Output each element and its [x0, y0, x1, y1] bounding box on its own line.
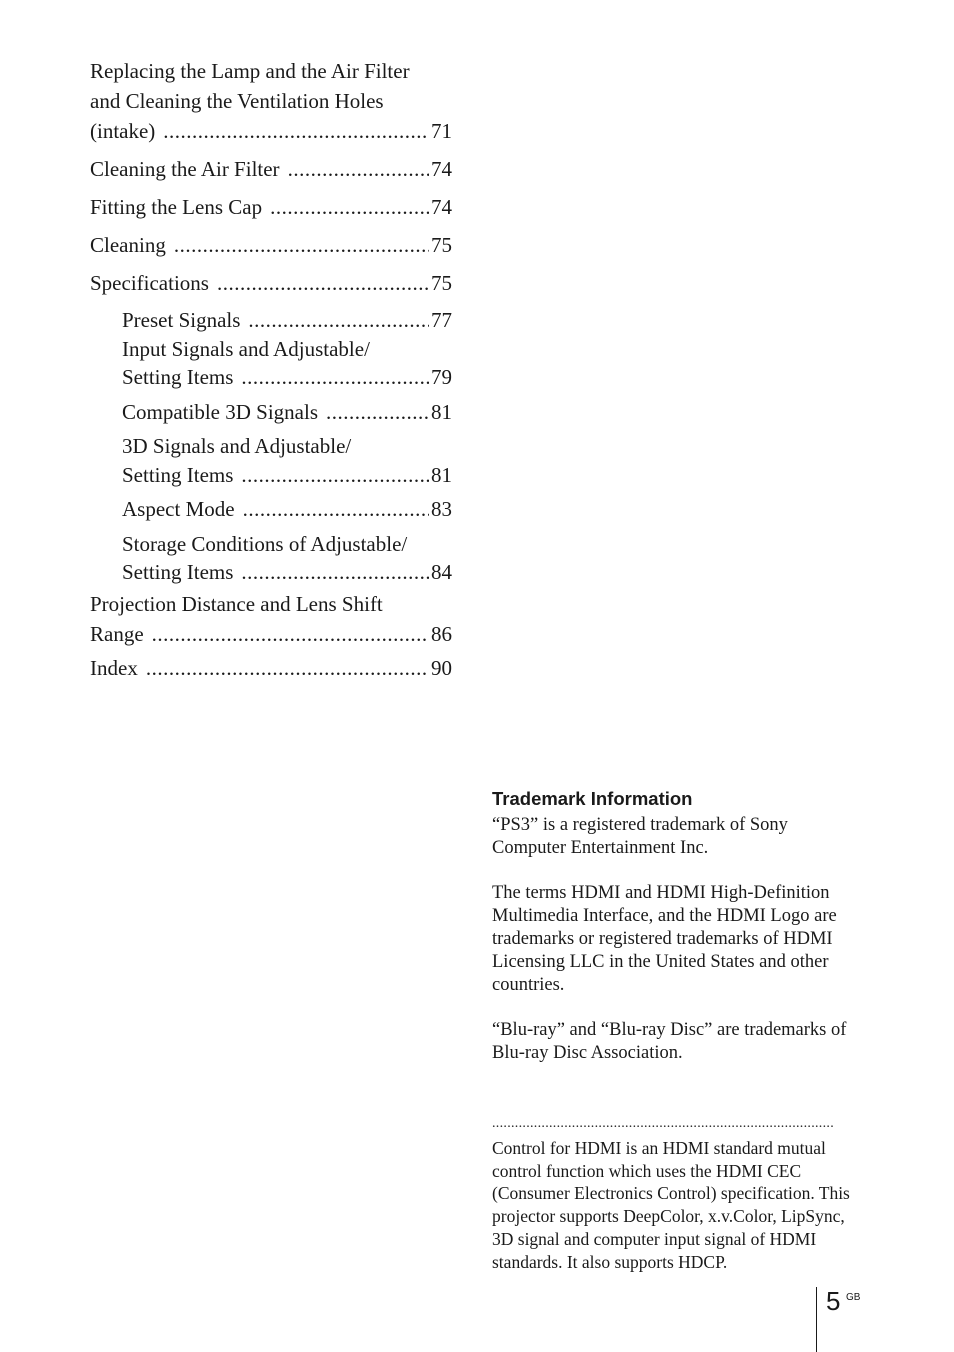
- toc-leader-dots: [241, 558, 429, 587]
- toc-entry-replacing-lamp[interactable]: [90, 56, 452, 146]
- toc-leader-dots: [174, 230, 429, 260]
- toc-entry-preset-signals[interactable]: [90, 306, 452, 335]
- trademark-heading: Trademark Information: [492, 788, 693, 809]
- toc-entry-text: (intake): [90, 119, 156, 143]
- toc-entry-projection-distance[interactable]: [90, 589, 452, 649]
- toc-entry-text: Aspect Mode: [122, 497, 235, 521]
- toc-leader-dots: [146, 653, 429, 683]
- toc-leader-dots: [270, 192, 429, 222]
- toc-page-number: 81: [431, 462, 452, 487]
- toc-entry-text: Cleaning the Air Filter: [90, 157, 280, 181]
- toc-entry-text: and Cleaning the Ventilation Holes: [90, 89, 384, 113]
- toc-page-number: 74: [431, 195, 452, 219]
- page-number: 5: [826, 1286, 841, 1316]
- hdmi-control-note: Control for HDMI is an HDMI standard mutual control function which uses the HDMI CEC (Consumer Electronics Control) specification. This projector supports DeepColor, x.v.Color, LipSync, 3D signal and computer input signal of HDMI standards. It also supports HDCP.: [492, 1137, 850, 1272]
- toc-entry-text: Specifications: [90, 271, 209, 295]
- toc-leader-dots: [241, 363, 429, 392]
- toc-page-number: 83: [431, 497, 452, 521]
- toc-entry-text: Projection Distance and Lens Shift: [90, 591, 383, 616]
- toc-page-number: 71: [431, 119, 452, 143]
- trademark-paragraph: “PS3” is a registered trademark of Sony Computer Entertainment Inc.: [492, 815, 788, 858]
- toc-page-number: 90: [431, 655, 452, 680]
- toc-entry-text: Range: [90, 621, 144, 646]
- toc-entry-text: Replacing the Lamp and the Air Filter: [90, 59, 410, 83]
- toc-leader-dots: [326, 398, 429, 427]
- toc-page-number: 74: [431, 157, 452, 181]
- toc-entry-3d-signals[interactable]: [90, 432, 452, 489]
- toc-entry-text: Preset Signals: [122, 308, 241, 332]
- toc-entry-text: 3D Signals and Adjustable/: [122, 434, 352, 458]
- toc-leader-dots: [288, 154, 429, 184]
- toc-page-number: 77: [431, 308, 452, 332]
- trademark-paragraph: The terms HDMI and HDMI High-Definition Multimedia Interface, and the HDMI Logo are trademarks or registered trademarks of HDMI Licensing LLC in the United States and other countries.: [492, 883, 837, 995]
- toc-leader-dots: [241, 461, 429, 490]
- toc-entry-fitting-lens-cap[interactable]: [90, 192, 452, 222]
- toc-leader-dots: [163, 116, 429, 146]
- trademark-section: [492, 787, 862, 1274]
- toc-leader-dots: [152, 619, 429, 649]
- toc-entry-text: Cleaning: [90, 233, 166, 257]
- toc-page-number: 84: [431, 560, 452, 584]
- toc-leader-dots: [217, 268, 429, 298]
- toc-entry-specifications[interactable]: [90, 268, 452, 298]
- toc-entry-text: Index: [90, 655, 138, 680]
- toc-page-number: 75: [431, 271, 452, 295]
- toc-page-number: 79: [431, 365, 452, 389]
- toc-page-number: 81: [431, 399, 452, 424]
- page-margin-rule: [816, 1287, 817, 1352]
- toc-entry-aspect-mode[interactable]: [90, 495, 452, 524]
- toc-entry-storage-conditions[interactable]: [90, 530, 452, 587]
- dotted-separator: ..........................................................................................: [492, 1116, 834, 1131]
- toc-entry-compatible-3d-signals[interactable]: [90, 398, 452, 427]
- toc-leader-dots: [243, 495, 429, 524]
- toc-entry-text: Compatible 3D Signals: [122, 399, 318, 424]
- toc-entry-cleaning[interactable]: [90, 230, 452, 260]
- table-of-contents: [90, 56, 452, 683]
- page-language-code: GB: [846, 1292, 861, 1303]
- toc-entry-cleaning-air-filter[interactable]: [90, 154, 452, 184]
- trademark-paragraph: “Blu-ray” and “Blu-ray Disc” are trademarks of Blu-ray Disc Association.: [492, 1020, 847, 1063]
- toc-entry-text: Fitting the Lens Cap: [90, 195, 263, 219]
- toc-leader-dots: [248, 306, 429, 335]
- toc-entry-text: Storage Conditions of Adjustable/: [122, 531, 408, 556]
- toc-entry-text: Setting Items: [122, 365, 234, 389]
- toc-entry-text: Setting Items: [122, 462, 234, 487]
- toc-page-number: 86: [431, 621, 452, 646]
- toc-entry-text: Input Signals and Adjustable/: [122, 336, 370, 361]
- toc-entry-text: Setting Items: [122, 560, 234, 584]
- toc-entry-index[interactable]: [90, 653, 452, 683]
- toc-entry-input-signals[interactable]: [90, 335, 452, 392]
- toc-page-number: 75: [431, 233, 452, 257]
